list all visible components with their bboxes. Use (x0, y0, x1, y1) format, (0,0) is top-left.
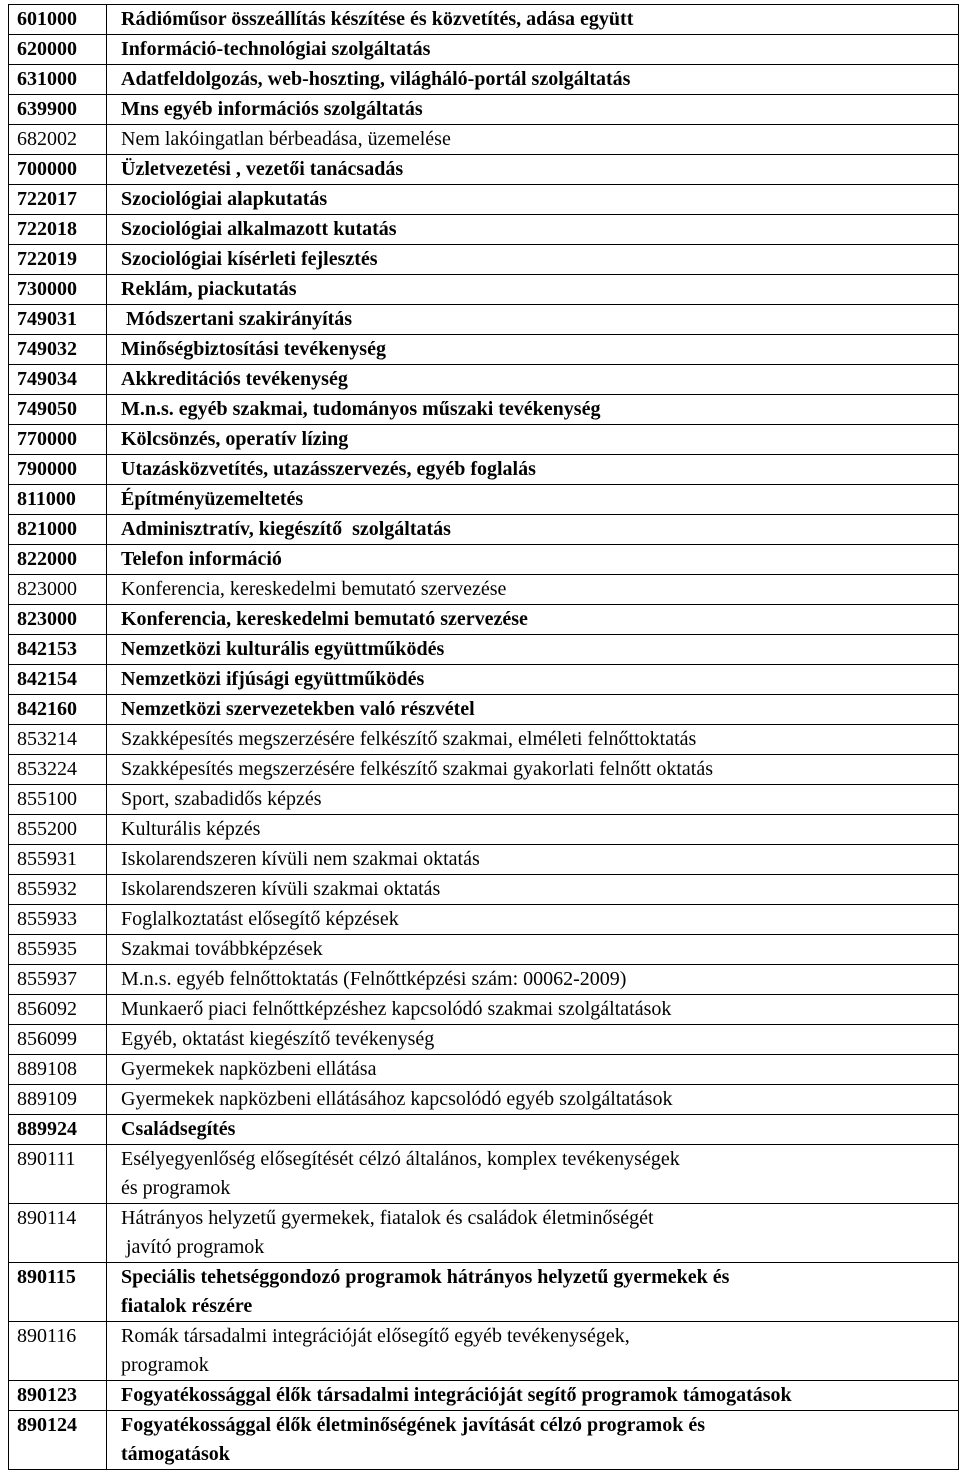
description-line-2: javító programok (121, 1236, 265, 1258)
description-line-1: Hátrányos helyzetű gyermekek, fiatalok és családok életminőségét (121, 1207, 654, 1229)
table-row (9, 995, 959, 1025)
table-row (9, 515, 959, 545)
table-row (9, 1263, 959, 1322)
activity-description: Üzletvezetési , vezetői tanácsadás (107, 155, 959, 185)
activity-code: 855931 (9, 845, 107, 875)
activity-code: 890124 (9, 1411, 107, 1470)
table-row (9, 575, 959, 605)
table-row (9, 545, 959, 575)
activity-code: 889924 (9, 1115, 107, 1145)
table-row (9, 1025, 959, 1055)
activity-description: Kulturális képzés (107, 815, 959, 845)
activity-description: Konferencia, kereskedelmi bemutató szervezése (107, 605, 959, 635)
activity-description: Szociológiai alapkutatás (107, 185, 959, 215)
activity-code: 856092 (9, 995, 107, 1025)
activity-code: 770000 (9, 425, 107, 455)
activity-code: 639900 (9, 95, 107, 125)
activity-description (107, 1263, 959, 1322)
table-row (9, 1115, 959, 1145)
activity-code: 889108 (9, 1055, 107, 1085)
activity-code: 821000 (9, 515, 107, 545)
table-body (9, 5, 959, 1470)
activity-description (107, 1204, 959, 1263)
table-row (9, 485, 959, 515)
activity-code: 889109 (9, 1085, 107, 1115)
activity-description: Szakképesítés megszerzésére felkészítő szakmai, elméleti felnőttoktatás (107, 725, 959, 755)
activity-description: Nemzetközi kulturális együttműködés (107, 635, 959, 665)
activity-description: Akkreditációs tevékenység (107, 365, 959, 395)
table-row (9, 1055, 959, 1085)
activity-description: Foglalkoztatást elősegítő képzések (107, 905, 959, 935)
table-row (9, 395, 959, 425)
activity-description: Szociológiai kísérleti fejlesztés (107, 245, 959, 275)
table-row (9, 665, 959, 695)
activity-description: Sport, szabadidős képzés (107, 785, 959, 815)
activity-code: 855935 (9, 935, 107, 965)
activity-description: Építményüzemeltetés (107, 485, 959, 515)
activity-description: Információ-technológiai szolgáltatás (107, 35, 959, 65)
description-line-2: fiatalok részére (121, 1295, 253, 1317)
activity-description: Rádióműsor összeállítás készítése és közvetítés, adása együtt (107, 5, 959, 35)
activity-code: 855200 (9, 815, 107, 845)
table-row (9, 335, 959, 365)
table-row (9, 695, 959, 725)
table-row (9, 845, 959, 875)
activity-code: 722018 (9, 215, 107, 245)
activity-description: Gyermekek napközbeni ellátásához kapcsolódó egyéb szolgáltatások (107, 1085, 959, 1115)
activity-description: Nemzetközi szervezetekben való részvétel (107, 695, 959, 725)
table-row (9, 785, 959, 815)
activity-code: 811000 (9, 485, 107, 515)
description-line-1: Speciális tehetséggondozó programok hátrányos helyzetű gyermekek és (121, 1266, 730, 1288)
activity-description (107, 1145, 959, 1204)
activity-code-table (8, 4, 959, 1470)
activity-description: Konferencia, kereskedelmi bemutató szervezése (107, 575, 959, 605)
activity-description: M.n.s. egyéb felnőttoktatás (Felnőttképzési szám: 00062-2009) (107, 965, 959, 995)
activity-description: Nem lakóingatlan bérbeadása, üzemelése (107, 125, 959, 155)
table-row (9, 5, 959, 35)
activity-description: Reklám, piackutatás (107, 275, 959, 305)
table-row (9, 65, 959, 95)
activity-code: 853224 (9, 755, 107, 785)
table-row (9, 1381, 959, 1411)
description-line-2: és programok (121, 1177, 231, 1199)
activity-code: 855937 (9, 965, 107, 995)
activity-code: 890114 (9, 1204, 107, 1263)
activity-code: 855932 (9, 875, 107, 905)
activity-code: 853214 (9, 725, 107, 755)
description-line-1: Romák társadalmi integrációját elősegítő egyéb tevékenységek, (121, 1325, 630, 1347)
table-row (9, 905, 959, 935)
activity-description (107, 1322, 959, 1381)
table-row (9, 635, 959, 665)
table-row (9, 95, 959, 125)
activity-description (107, 1411, 959, 1470)
activity-description: Minőségbiztosítási tevékenység (107, 335, 959, 365)
activity-description: Szakmai továbbképzések (107, 935, 959, 965)
activity-code: 631000 (9, 65, 107, 95)
activity-code: 700000 (9, 155, 107, 185)
activity-description: Telefon információ (107, 545, 959, 575)
activity-description: Nemzetközi ifjúsági együttműködés (107, 665, 959, 695)
activity-code: 722017 (9, 185, 107, 215)
activity-description: Kölcsönzés, operatív lízing (107, 425, 959, 455)
activity-code: 749031 (9, 305, 107, 335)
table-row (9, 155, 959, 185)
activity-code: 730000 (9, 275, 107, 305)
description-line-1: Fogyatékossággal élők életminőségének javítását célzó programok és (121, 1414, 705, 1436)
table-row (9, 1411, 959, 1470)
activity-description: Munkaerő piaci felnőttképzéshez kapcsolódó szakmai szolgáltatások (107, 995, 959, 1025)
table-row (9, 605, 959, 635)
table-row (9, 1085, 959, 1115)
activity-code: 682002 (9, 125, 107, 155)
table-row (9, 35, 959, 65)
activity-code: 823000 (9, 575, 107, 605)
activity-description: Egyéb, oktatást kiegészítő tevékenység (107, 1025, 959, 1055)
activity-code: 790000 (9, 455, 107, 485)
activity-description: Fogyatékossággal élők társadalmi integrációját segítő programok támogatások (107, 1381, 959, 1411)
table-row (9, 305, 959, 335)
activity-description: Iskolarendszeren kívüli szakmai oktatás (107, 875, 959, 905)
activity-code: 749034 (9, 365, 107, 395)
activity-code: 842160 (9, 695, 107, 725)
activity-code: 722019 (9, 245, 107, 275)
table-row (9, 245, 959, 275)
activity-code: 855933 (9, 905, 107, 935)
activity-description: Gyermekek napközbeni ellátása (107, 1055, 959, 1085)
activity-description: Iskolarendszeren kívüli nem szakmai oktatás (107, 845, 959, 875)
activity-code: 749032 (9, 335, 107, 365)
activity-code: 749050 (9, 395, 107, 425)
table-row (9, 275, 959, 305)
table-row (9, 455, 959, 485)
table-row (9, 1145, 959, 1204)
table-row (9, 1204, 959, 1263)
table-row (9, 815, 959, 845)
activity-code: 823000 (9, 605, 107, 635)
table-row (9, 1322, 959, 1381)
table-row (9, 875, 959, 905)
activity-description: Adminisztratív, kiegészítő szolgáltatás (107, 515, 959, 545)
activity-code: 890116 (9, 1322, 107, 1381)
activity-description: Családsegítés (107, 1115, 959, 1145)
activity-code: 601000 (9, 5, 107, 35)
table-row (9, 725, 959, 755)
description-line-1: Esélyegyenlőség elősegítését célzó általános, komplex tevékenységek (121, 1148, 680, 1170)
activity-description: Módszertani szakirányítás (107, 305, 959, 335)
activity-code: 890123 (9, 1381, 107, 1411)
activity-code: 890111 (9, 1145, 107, 1204)
activity-code: 842153 (9, 635, 107, 665)
activity-description: Szakképesítés megszerzésére felkészítő szakmai gyakorlati felnőtt oktatás (107, 755, 959, 785)
activity-description: Mns egyéb információs szolgáltatás (107, 95, 959, 125)
table-row (9, 185, 959, 215)
activity-description: Adatfeldolgozás, web-hoszting, világháló-portál szolgáltatás (107, 65, 959, 95)
description-line-2: támogatások (121, 1443, 230, 1465)
activity-code: 855100 (9, 785, 107, 815)
table-row (9, 125, 959, 155)
table-row (9, 965, 959, 995)
activity-code: 842154 (9, 665, 107, 695)
activity-description: M.n.s. egyéb szakmai, tudományos műszaki tevékenység (107, 395, 959, 425)
table-row (9, 935, 959, 965)
table-row (9, 365, 959, 395)
activity-code: 890115 (9, 1263, 107, 1322)
table-row (9, 425, 959, 455)
activity-description: Utazásközvetítés, utazásszervezés, egyéb foglalás (107, 455, 959, 485)
activity-code: 856099 (9, 1025, 107, 1055)
activity-description: Szociológiai alkalmazott kutatás (107, 215, 959, 245)
description-line-2: programok (121, 1354, 209, 1376)
table-row (9, 215, 959, 245)
activity-code: 620000 (9, 35, 107, 65)
table-row (9, 755, 959, 785)
activity-code: 822000 (9, 545, 107, 575)
